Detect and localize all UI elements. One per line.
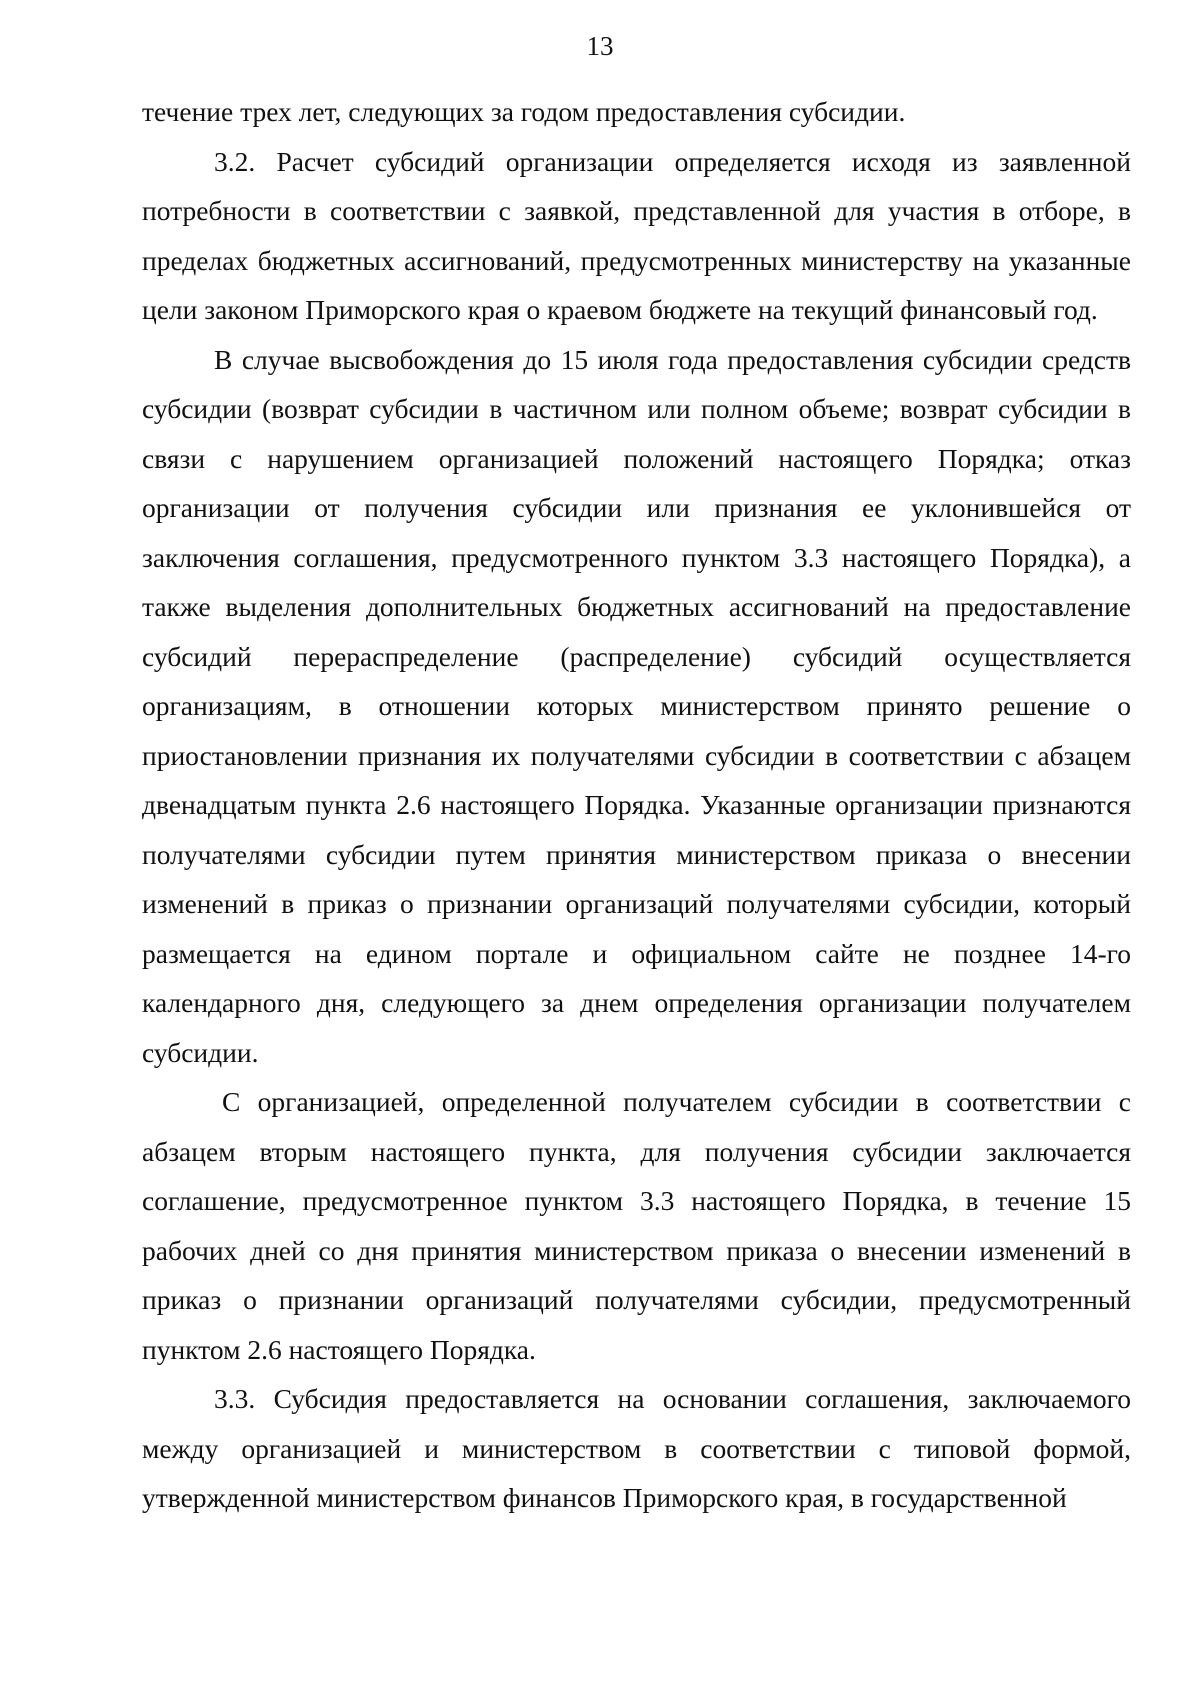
paragraph-release-of-funds: В случае высвобождения до 15 июля года предоставления субсидии средств субсидии (возврат субсидии в частичном или полном объеме; возврат субсидии в связи с нарушением организацией положений настоящего Порядка; отказ организации от получения субсидии или признания ее уклонившейся от заключения соглашения, предусмотренного пунктом 3.3 настоящего Порядка), а также выделения дополнительных бюджетных ассигнований на предоставление субсидий перераспределение (распределение) субсидий осуществляется организациям, в отношении которых министерством принято решение о приостановлении признания их получателями субсидии в соответствии с абзацем двенадцатым пункта 2.6 настоящего Порядка. Указанные организации признаются получателями субсидии путем принятия министерством приказа о внесении изменений в приказ о признании организаций получателями субсидии, который размещается на едином портале и официальном сайте не позднее 14-го календарного дня, следующего за днем определения организации получателем субсидии. xyxy=(142,343,1131,1068)
document-body xyxy=(142,87,1131,1523)
page-number: 13 xyxy=(586,31,614,61)
paragraph-3-2: 3.2. Расчет субсидий организации определяется исходя из заявленной потребности в соответствии с заявкой, представленной для участия в отборе, в пределах бюджетных ассигнований, предусмотренных министерству на указанные цели законом Приморского края о краевом бюджете на текущий финансовый год. xyxy=(142,145,1131,325)
paragraph-continuation: течение трех лет, следующих за годом предоставления субсидии. xyxy=(142,96,906,127)
paragraph-agreement-conclusion: С организацией, определенной получателем субсидии в соответствии с абзацем вторым настоящего пункта, для получения субсидии заключается соглашение, предусмотренное пунктом 3.3 настоящего Порядка, в течение 15 рабочих дней со дня принятия министерством приказа о внесении изменений в приказ о признании организаций получателями субсидии, предусмотренный пунктом 2.6 настоящего Порядка. xyxy=(142,1086,1131,1365)
paragraph-3-3: 3.3. Субсидия предоставляется на основании соглашения, заключаемого между организацией и министерством в соответствии с типовой формой, утвержденной министерством финансов Приморского края, в государственной xyxy=(142,1383,1131,1513)
